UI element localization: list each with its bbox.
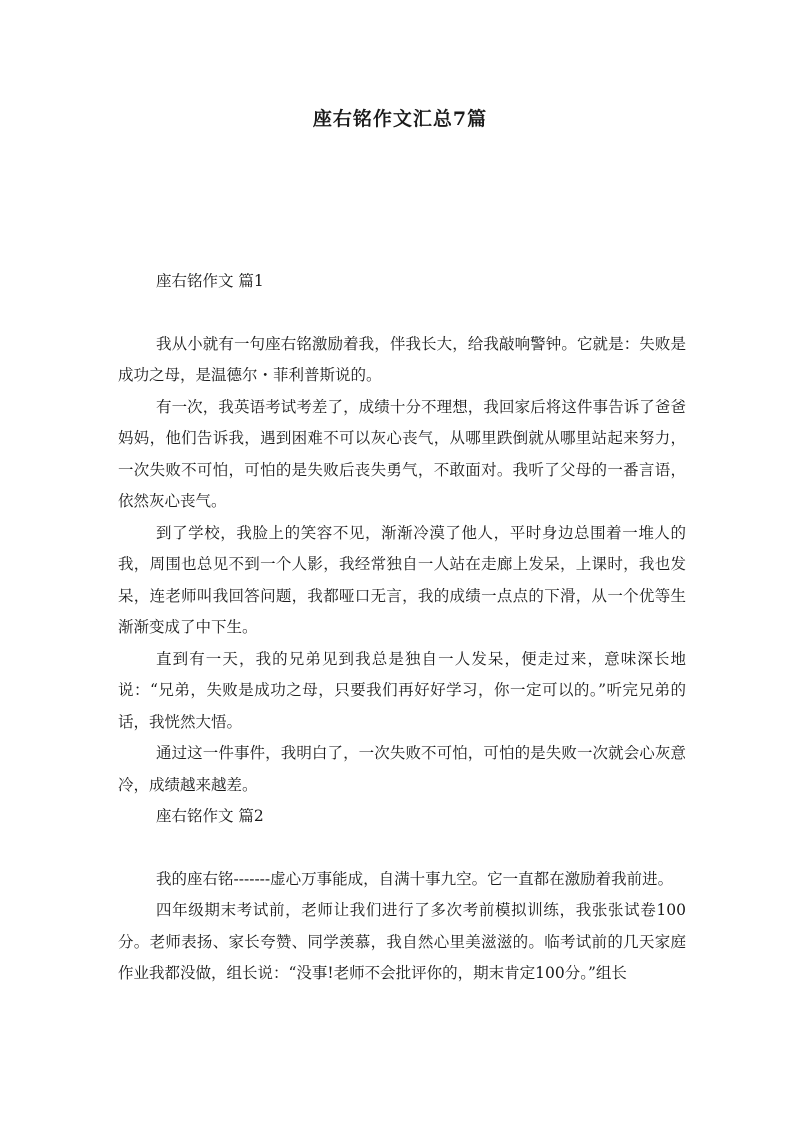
section-heading-2: 座右铭作文 篇2 (156, 807, 264, 825)
document-body (118, 266, 686, 990)
paragraph: 有一次，我英语考试考差了，成绩十分不理想，我回家后将这件事告诉了爸爸妈妈，他们告诉我，遇到困难不可以灰心丧气，从哪里跌倒就从哪里站起来努力，一次失败不可怕，可怕的是失败后丧失勇气，不敢面对。我听了父母的一番言语，依然灰心丧气。 (118, 397, 686, 510)
paragraph: 直到有一天，我的兄弟见到我总是独自一人发呆，便走过来，意味深长地说：“兄弟，失败是成功之母，只要我们再好好学习，你一定可以的。”听完兄弟的话，我恍然大悟。 (118, 649, 686, 731)
document-title: 座右铭作文汇总7篇 (312, 108, 488, 130)
paragraph: 到了学校，我脸上的笑容不见，渐渐冷漠了他人，平时身边总围着一堆人的我，周围也总见不到一个人影，我经常独自一人站在走廊上发呆，上课时，我也发呆，连老师叫我回答问题，我都哑口无言，我的成绩一点点的下滑，从一个优等生渐渐变成了中下生。 (118, 523, 686, 636)
paragraph: 通过这一件事件，我明白了，一次失败不可怕，可怕的是失败一次就会心灰意冷，成绩越来越差。 (118, 744, 686, 794)
paragraph: 四年级期末考试前，老师让我们进行了多次考前模拟训练，我张张试卷100分。老师表扬、家长夸赞、同学羡慕，我自然心里美滋滋的。临考试前的几天家庭作业我都没做，组长说：“没事!老师不会批评你的，期末肯定100分。”组长 (118, 901, 686, 982)
paragraph: 我从小就有一句座右铭激励着我，伴我长大，给我敲响警钟。它就是：失败是成功之母，是温德尔・菲利普斯说的。 (118, 334, 686, 384)
paragraph: 我的座右铭-------虚心万事能成，自满十事九空。它一直都在激励着我前进。 (156, 869, 674, 888)
section-heading-1: 座右铭作文 篇1 (156, 272, 264, 290)
